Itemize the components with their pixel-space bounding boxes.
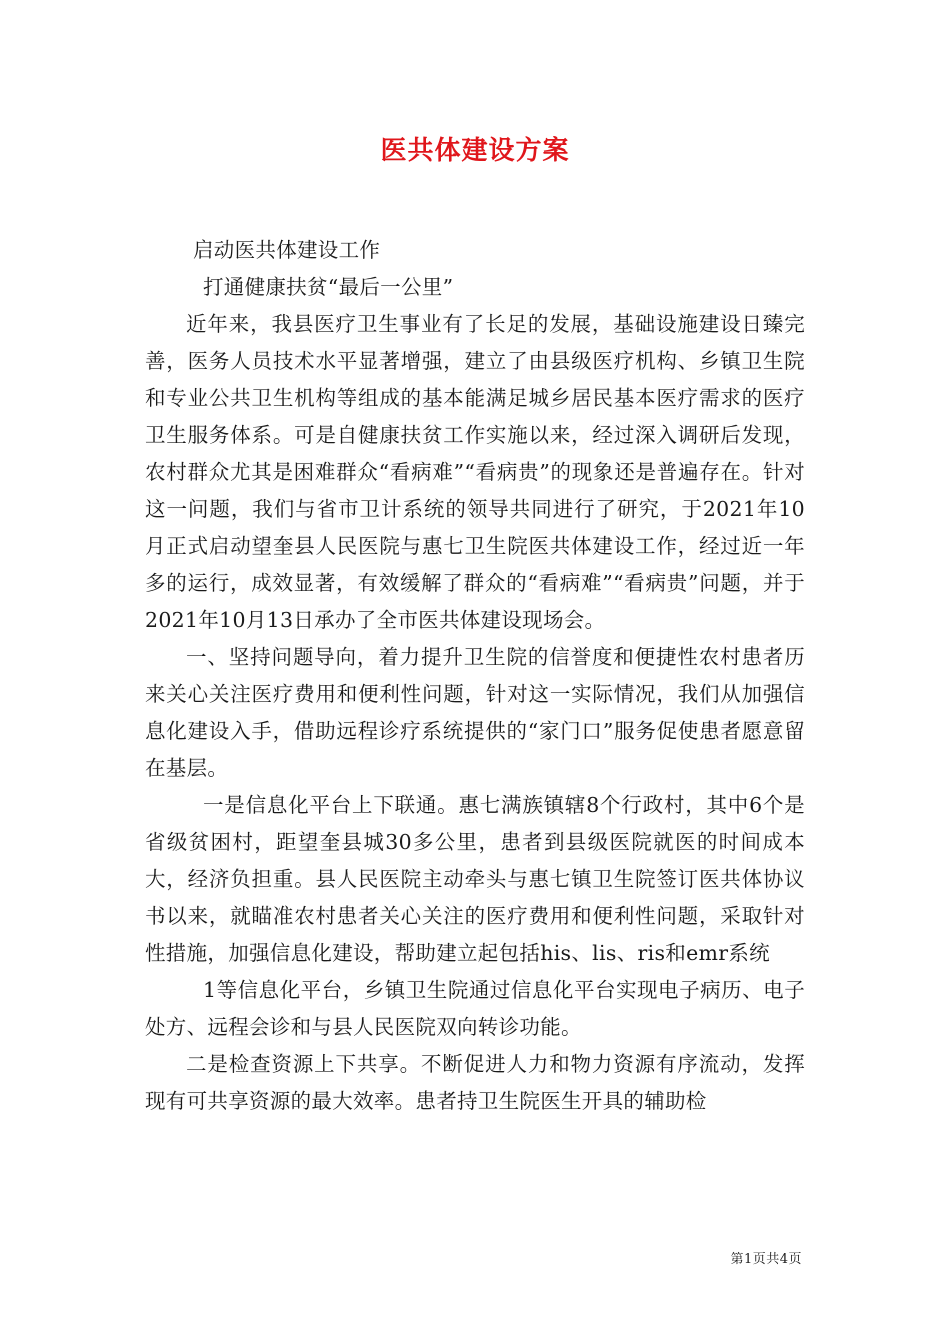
document-body <box>145 232 805 1120</box>
document-title: 医共体建设方案 <box>380 136 570 166</box>
body-paragraph: 一、坚持问题导向，着力提升卫生院的信誉度和便捷性农村患者历来关心关注医疗费用和便利性问题，针对这一实际情况，我们从加强信息化建设入手，借助远程诊疗系统提供的“家门口”服务促使患者愿意留在基层。 <box>145 645 805 780</box>
page-number-footer: 第1页共4页 <box>730 1252 802 1267</box>
body-paragraph: 近年来，我县医疗卫生事业有了长足的发展，基础设施建设日臻完善，医务人员技术水平显著增强，建立了由县级医疗机构、乡镇卫生院和专业公共卫生机构等组成的基本能满足城乡居民基本医疗需求的医疗卫生服务体系。可是自健康扶贫工作实施以来，经过深入调研后发现，农村群众尤其是困难群众“看病难”“看病贵”的现象还是普遍存在。针对这一问题，我们与省市卫计系统的领导共同进行了研究，于2021年10月正式启动望奎县人民医院与惠七卫生院医共体建设工作，经过近一年多的运行，成效显著，有效缓解了群众的“看病难”“看病贵”问题，并于2021年10月13日承办了全市医共体建设现场会。 <box>145 312 805 632</box>
section-subheading: 打通健康扶贫“最后一公里” <box>203 275 454 299</box>
section-heading: 启动医共体建设工作 <box>193 238 381 262</box>
body-paragraph: 1等信息化平台，乡镇卫生院通过信息化平台实现电子病历、电子处方、远程会诊和与县人民医院双向转诊功能。 <box>145 978 805 1039</box>
body-paragraph: 二是检查资源上下共享。不断促进人力和物力资源有序流动，发挥现有可共享资源的最大效率。患者持卫生院医生开具的辅助检 <box>145 1052 805 1113</box>
body-paragraph: 一是信息化平台上下联通。惠七满族镇辖8个行政村，其中6个是省级贫困村，距望奎县城30多公里，患者到县级医院就医的时间成本大，经济负担重。县人民医院主动牵头与惠七镇卫生院签订医共体协议书以来，就瞄准农村患者关心关注的医疗费用和便利性问题，采取针对性措施，加强信息化建设，帮助建立起包括his、lis、ris和emr系统 <box>145 793 805 965</box>
